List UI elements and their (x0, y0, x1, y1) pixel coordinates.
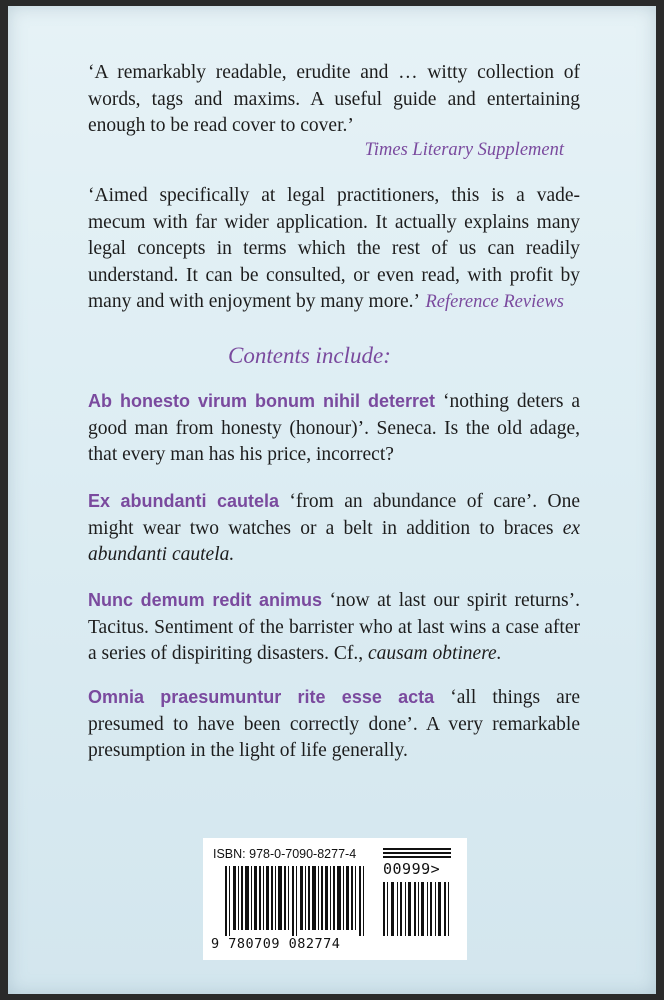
entry-2-term: Ex abundanti cautela (88, 491, 280, 511)
review-quote-1-text: ‘A remarkably readable, erudite and … witty collection of words, tags and maxims. A useful guide and entertaining enough to be read cover to cover.’ (88, 62, 580, 136)
review-source-2: Reference Reviews (425, 292, 564, 312)
entry-1-term: Ab honesto virum bonum nihil deterret (88, 391, 436, 411)
barcode-addon (383, 882, 453, 936)
entry-4-term: Omnia praesumuntur rite esse acta (88, 687, 435, 707)
entry-3-italic: causam obtinere. (368, 643, 502, 664)
entry-3-term: Nunc demum redit animus (88, 590, 322, 610)
entry-4 (88, 684, 580, 765)
barcode-digits: 9 780709 082774 (211, 936, 341, 952)
barcode-main (225, 866, 375, 936)
back-cover (8, 6, 656, 994)
entry-2-text: ‘from an abundance of care’. One might wear two watches or a belt in addition to braces (88, 491, 581, 539)
contents-heading: Contents include: (228, 343, 391, 368)
entry-2 (88, 488, 580, 569)
entry-4-text: ‘all things are presumed to have been correctly done’. A very remarkable presumption in the light of life generally. (88, 687, 580, 761)
entry-2-italic: ex abundanti cautela. (88, 517, 580, 565)
entry-3 (88, 587, 580, 668)
price-code: 00999> (383, 860, 441, 878)
review-source-1: Times Literary Supplement (364, 140, 564, 160)
entry-3-text: ‘now at last our spirit returns’. Tacitus. Sentiment of the barrister who at last wins a case after a series of dispiriting disasters. Cf., (88, 590, 580, 664)
isbn-text: ISBN: 978-0-7090-8277-4 (213, 847, 357, 861)
review-quote-2-text: ‘Aimed specifically at legal practitioners, this is a vade-mecum with far wider application. It actually explains many legal concepts in terms which the rest of us can readily understand. It can be consulted, or even read, with profit by many and with enjoyment by many more.’ (88, 185, 580, 312)
barcode-label (203, 838, 467, 960)
entry-1-text: ‘nothing deters a good man from honesty (honour)’. Seneca. Is the old adage, that every man has his price, incorrect? (88, 391, 581, 465)
review-quote-1 (88, 60, 580, 140)
entry-1 (88, 388, 580, 469)
